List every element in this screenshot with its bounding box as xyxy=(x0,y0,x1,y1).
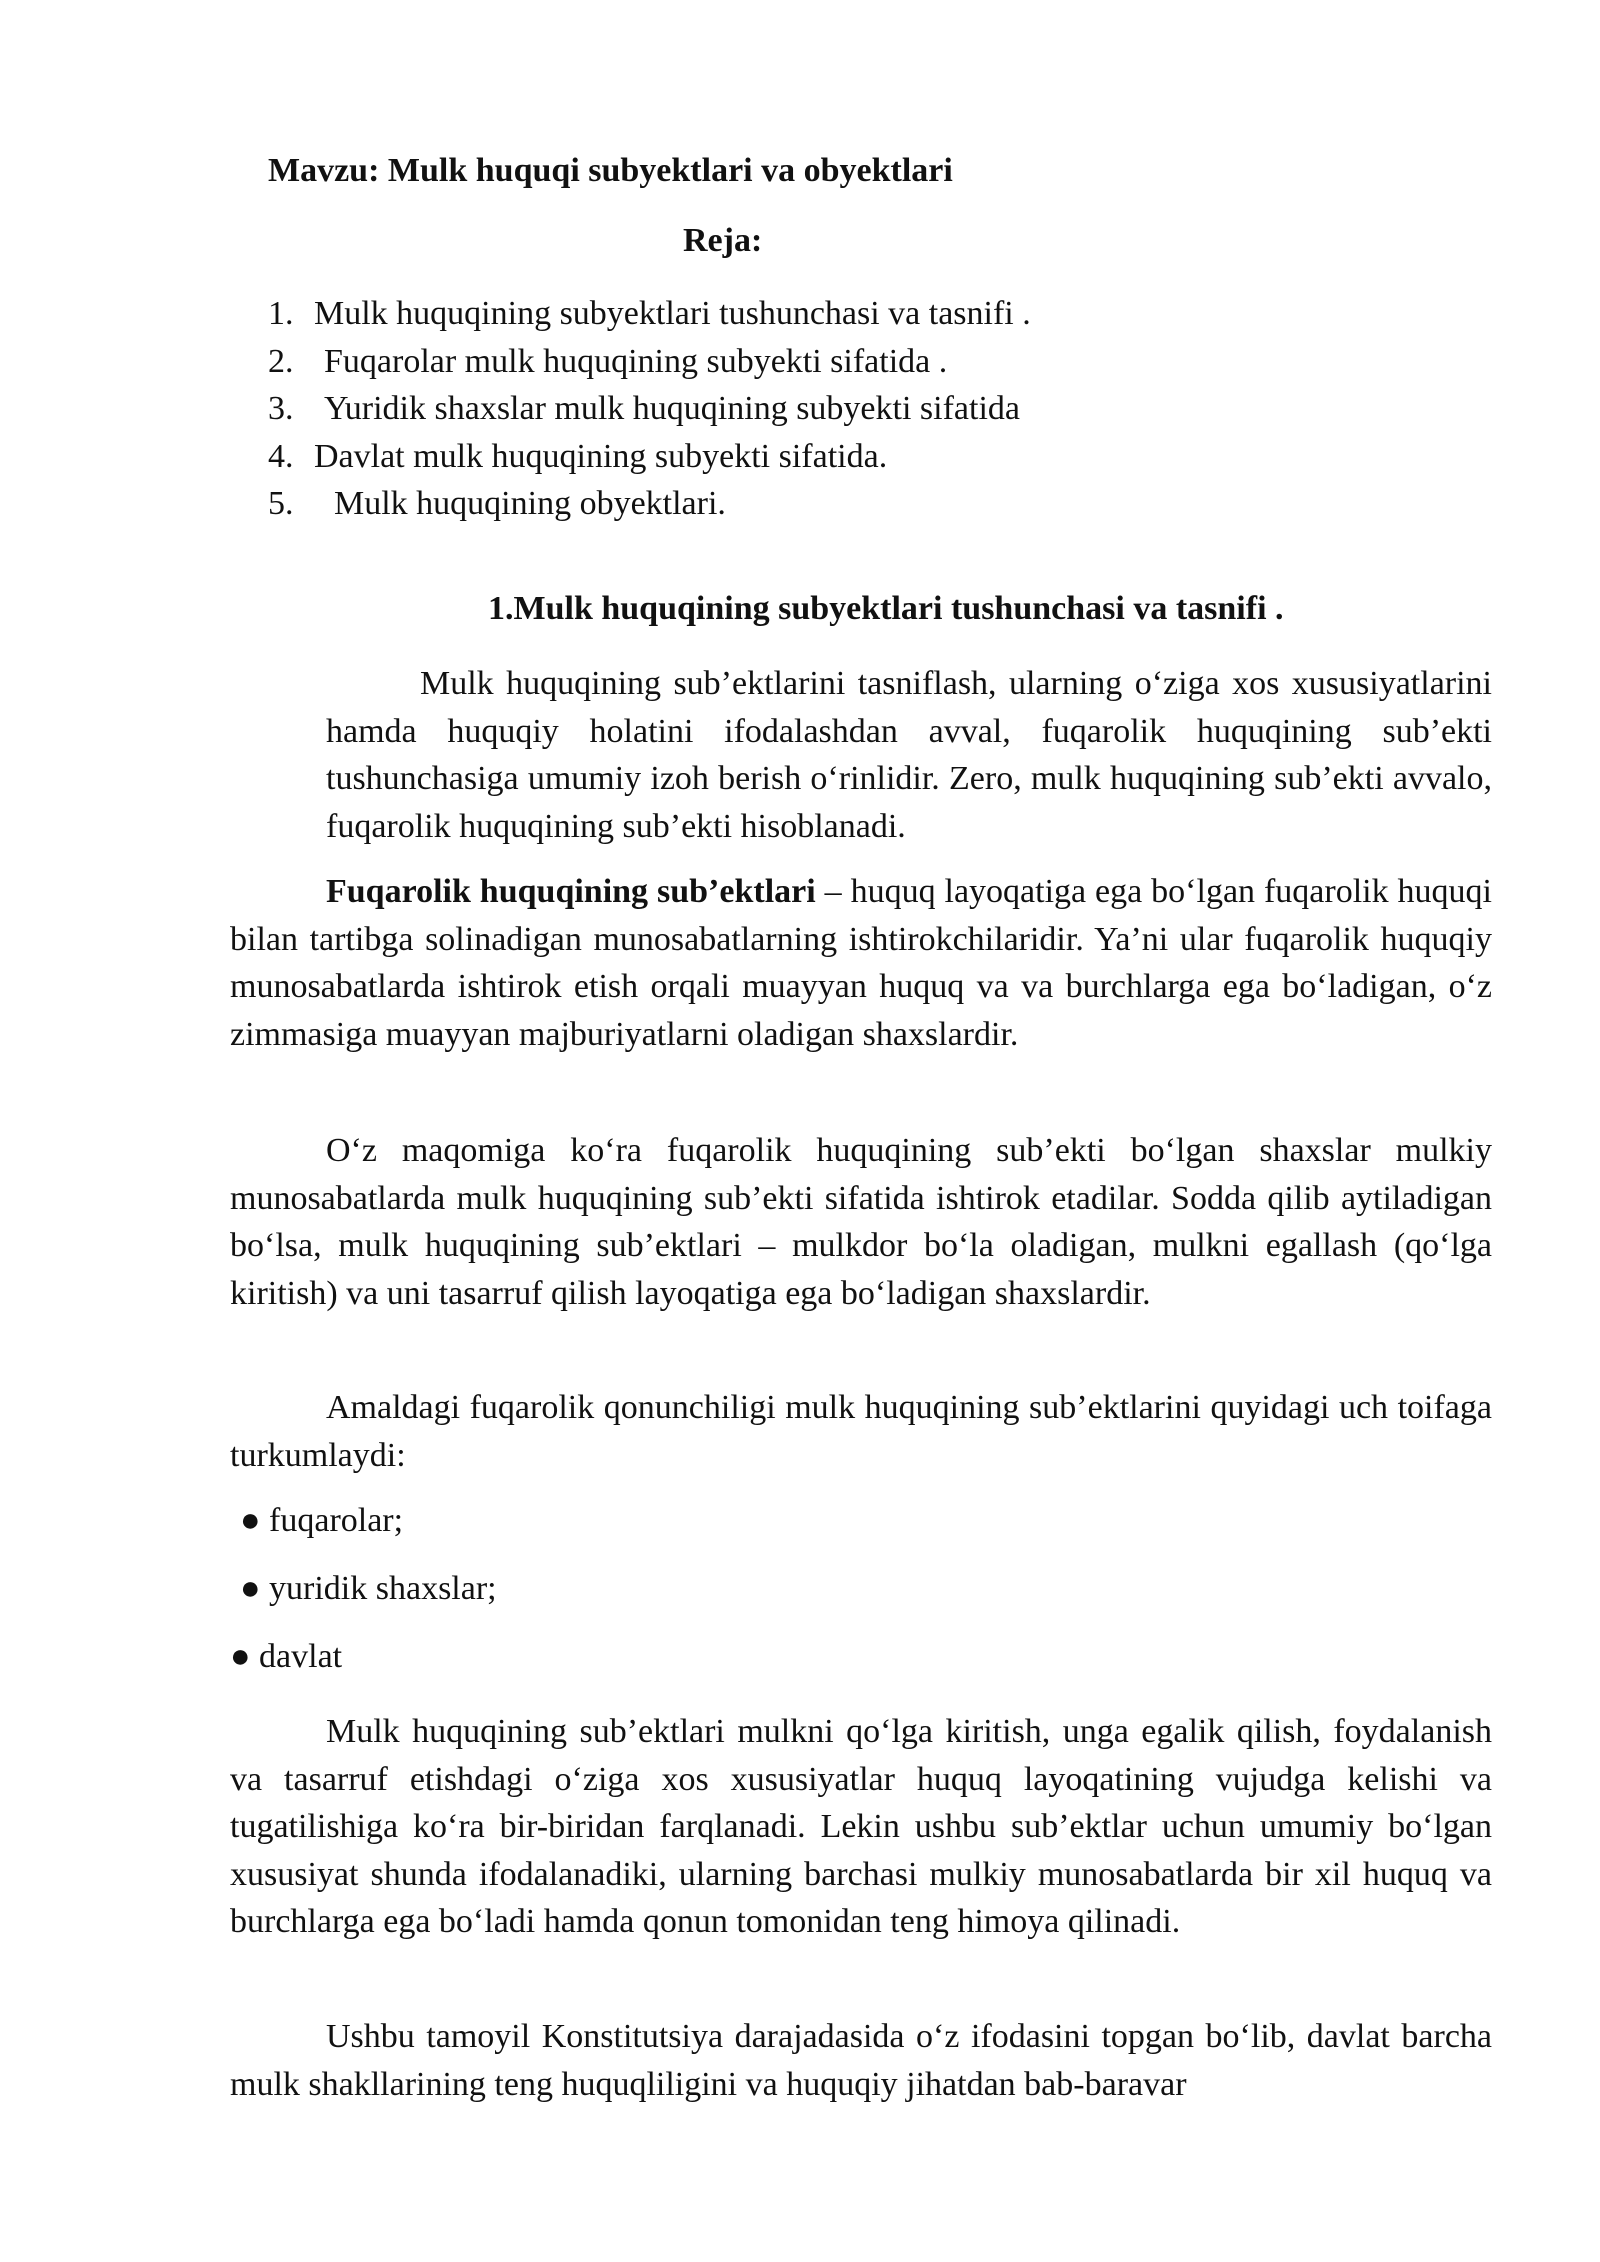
section-heading: 1.Mulk huquqining subyektlari tushunchasi va tasnifi . xyxy=(488,590,1284,627)
paragraph-intro: Mulk huquqining sub’ektlarini tasniflash, ularning o‘ziga xos xususiyatlarini hamda huquqiy holatini ifodalashdan avval, fuqarolik huquqining sub’ekti tushunchasiga umumiy izoh berish o‘rinlidir. Zero, mulk huquqining sub’ekti avvalo, fuqarolik huquqining sub’ekti hisoblanadi. xyxy=(326,665,1492,845)
plan-item xyxy=(268,385,1031,433)
plan-item-number: 5. xyxy=(268,485,294,522)
plan-item xyxy=(268,290,1031,338)
plan-item-text: Yuridik shaxslar mulk huquqining subyekti sifatida xyxy=(324,390,1020,427)
plan-item xyxy=(268,480,1031,528)
plan-item-text: Davlat mulk huquqining subyekti sifatida. xyxy=(314,437,888,475)
definition-text: – huquq layoqatiga ega bo‘lgan fuqarolik huquqi bilan tartibga solinadigan munosabatlarning ishtirokchilaridir. Ya’ni ular fuqarolik huquqiy munosabatlarda ishtirok etish orqali muayyan huquq va va burchlarga ega bo‘ladigan, o‘z zimmasiga muayyan majburiyatlarni oladigan shaxslardir. xyxy=(230,873,1492,1053)
bullet-item: ● fuqarolar; xyxy=(240,1502,404,1539)
plan-item-text: Mulk huquqining obyektlari. xyxy=(334,485,726,522)
paragraph-constitution: Ushbu tamoyil Konstitutsiya darajadasida o‘z ifodasini topgan bo‘lib, davlat barcha mulk shakllarining teng huquqliligini va huquqiy jihatdan bab-baravar xyxy=(230,2018,1492,2103)
defined-term: Fuqarolik huquqining sub’ektlari xyxy=(326,873,816,910)
paragraph-differences: Mulk huquqining sub’ektlari mulkni qo‘lga kiritish, unga egalik qilish, foydalanish va tasarruf etishdagi o‘ziga xos xususiyatlar huquq layoqatining vujudga kelishi va tugatilishiga ko‘ra bir-biridan farqlanadi. Lekin ushbu sub’ektlar uchun umumiy bo‘lgan xususiyat shunda ifodalanadiki, ularning barchasi mulkiy munosabatlarda bir xil huquq va burchlarga ega bo‘ladi hamda qonun tomonidan teng himoya qilinadi. xyxy=(230,1713,1492,1940)
paragraph-status: O‘z maqomiga ko‘ra fuqarolik huquqining sub’ekti bo‘lgan shaxslar mulkiy munosabatlarda mulk huquqining sub’ekti sifatida ishtirok etadilar. Sodda qilib aytiladigan bo‘lsa, mulk huquqining sub’ektlari – mulkdor bo‘la oladigan, mulkni egallash (qo‘lga kiritish) va uni tasarruf qilish layoqatiga ega bo‘ladigan shaxslardir. xyxy=(230,1132,1492,1312)
plan-list xyxy=(268,290,1031,528)
bullet-item: ● yuridik shaxslar; xyxy=(240,1570,497,1607)
document-title: Mavzu: Mulk huquqi subyektlari va obyektlari xyxy=(268,152,953,189)
plan-item-text: Mulk huquqining subyektlari tushunchasi va tasnifi . xyxy=(314,295,1031,332)
paragraph-categories-intro: Amaldagi fuqarolik qonunchiligi mulk huquqining sub’ektlarini quyidagi uch toifaga turkumlaydi: xyxy=(230,1389,1492,1474)
plan-heading: Reja: xyxy=(683,222,763,259)
bullet-item: ● davlat xyxy=(230,1638,343,1675)
plan-item xyxy=(268,433,1031,481)
plan-item-number: 2. xyxy=(268,342,294,380)
paragraph-definition xyxy=(230,868,1492,1058)
plan-item xyxy=(268,338,1031,386)
plan-item-number: 3. xyxy=(268,390,294,427)
plan-item-number: 1. xyxy=(268,295,294,332)
plan-item-text: Fuqarolar mulk huquqining subyekti sifatida . xyxy=(324,342,948,380)
plan-item-number: 4. xyxy=(268,437,294,475)
